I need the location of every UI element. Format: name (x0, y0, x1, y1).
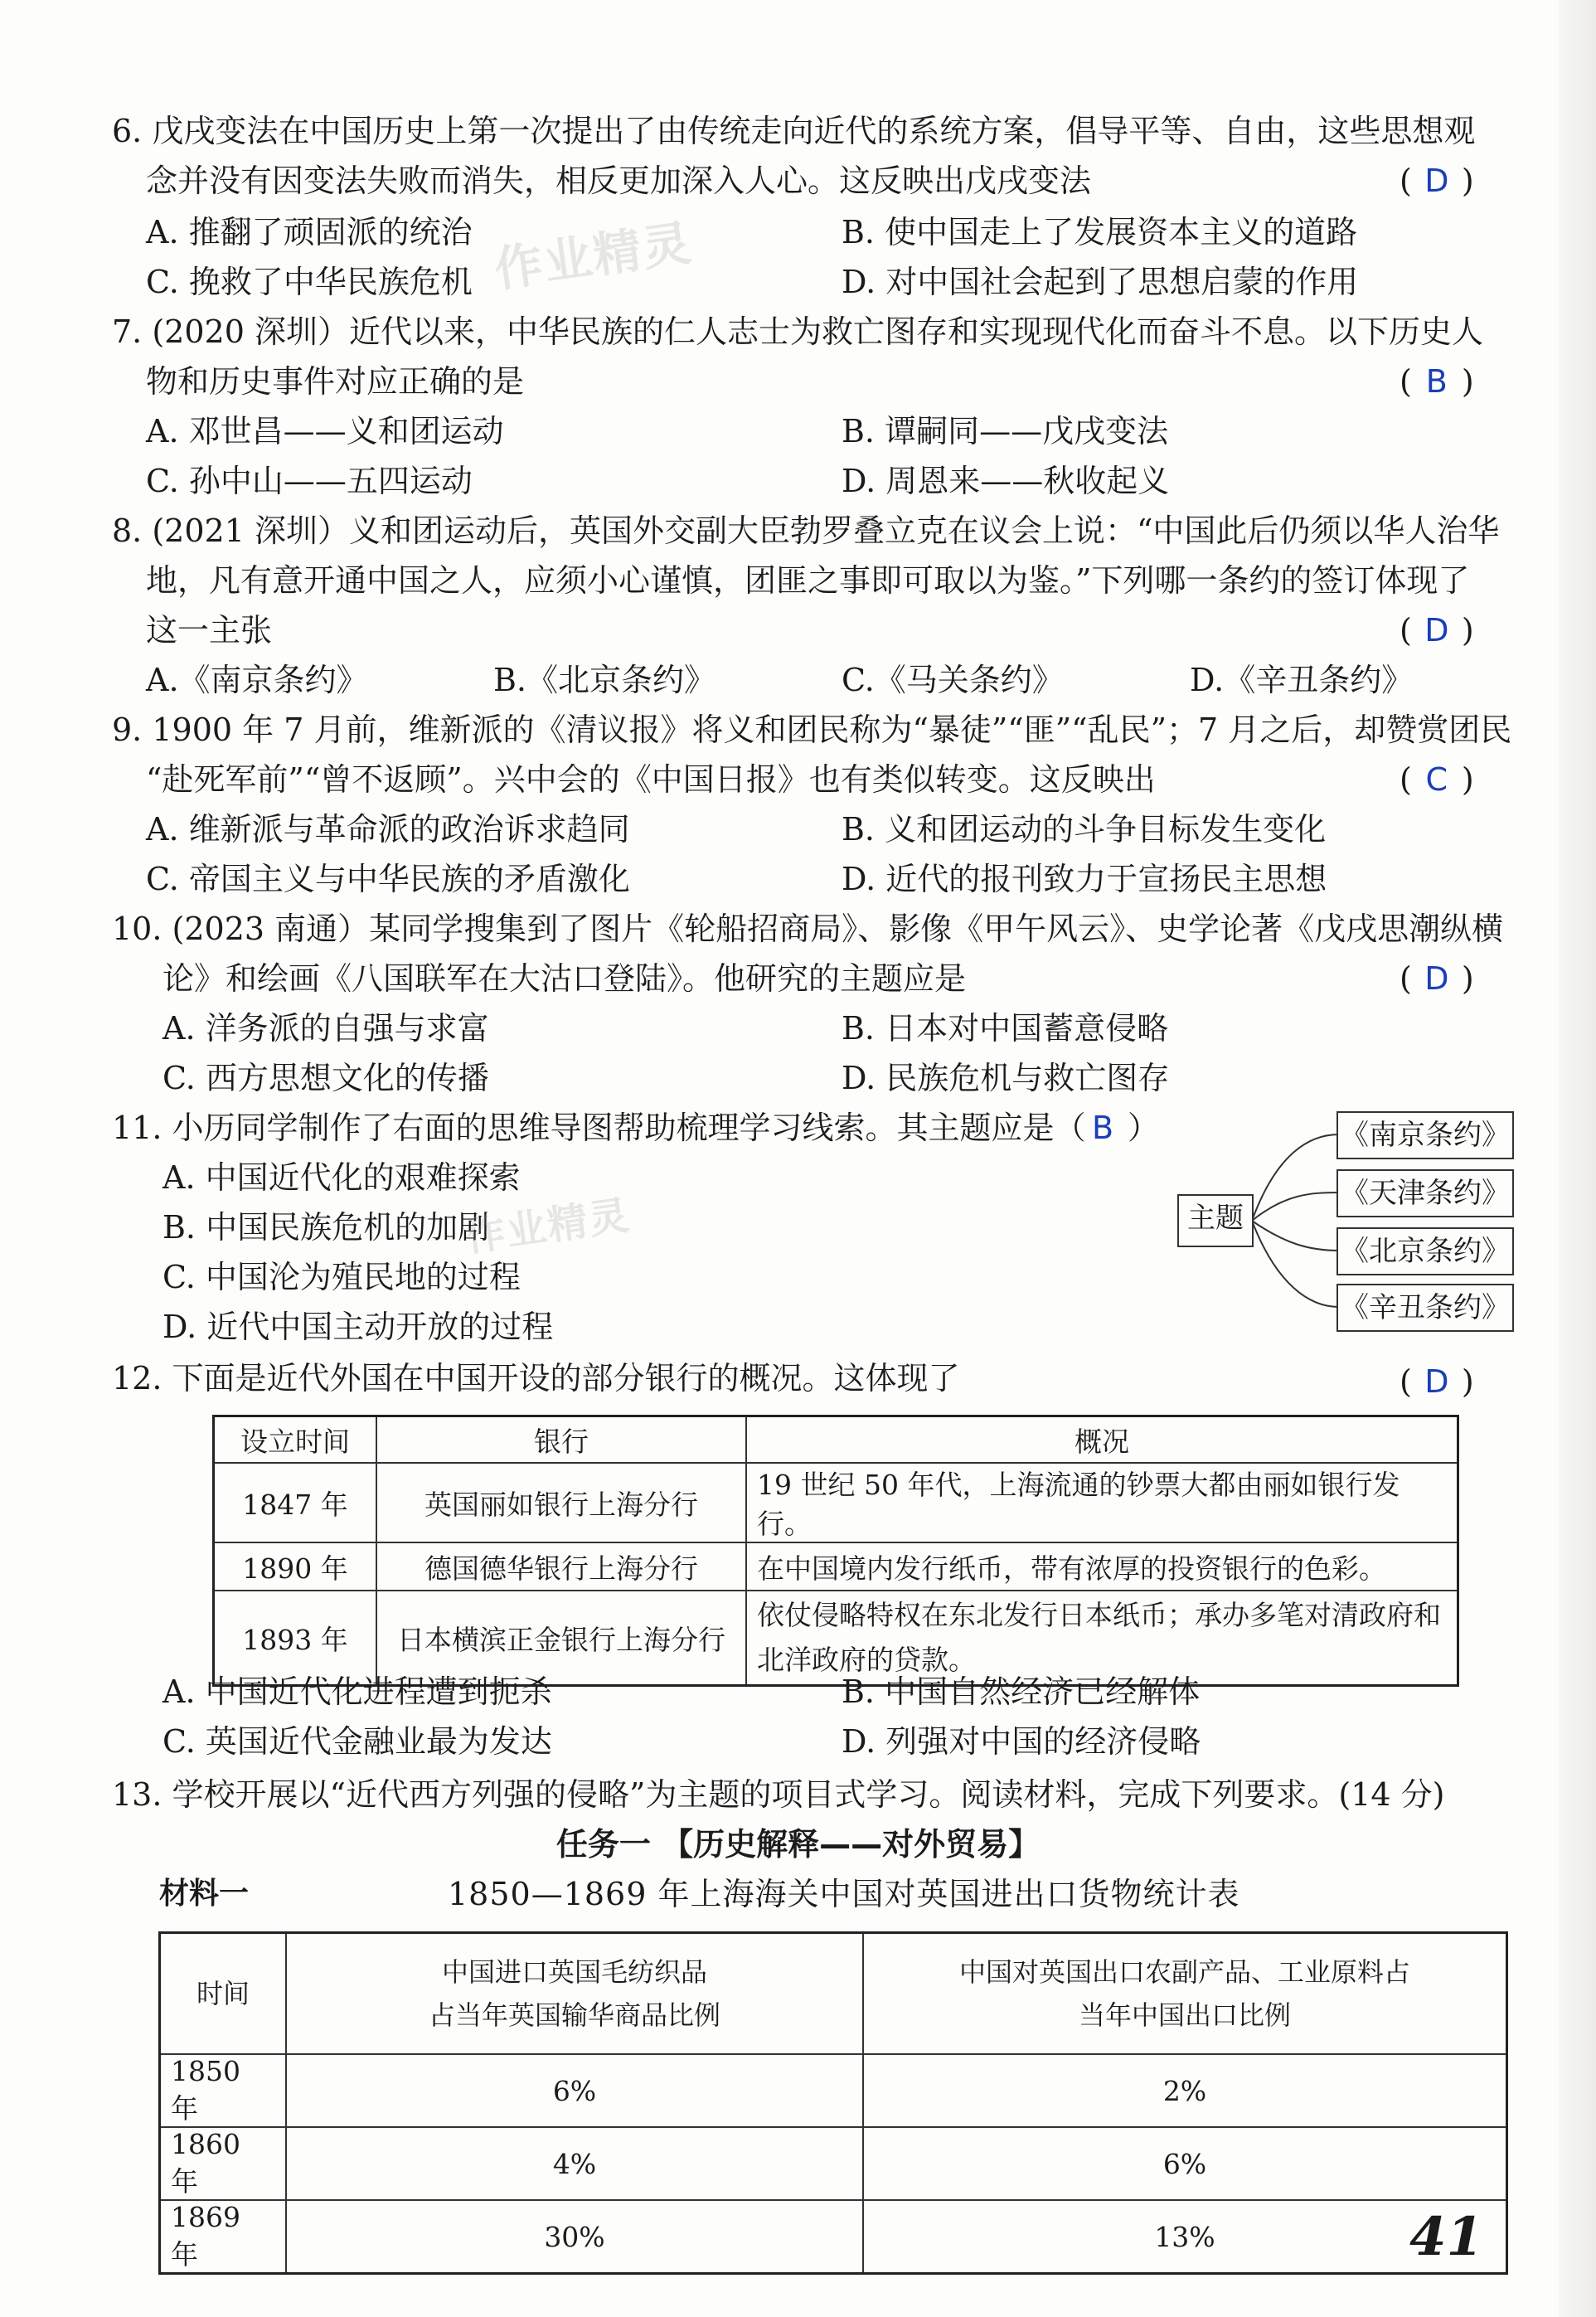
q11-answer-close: ） (1128, 1110, 1160, 1146)
q10-option-a: A. 洋务派的自强与求富 (163, 1010, 489, 1047)
watermark-logo: 作业精灵 (462, 1192, 633, 1261)
q8-option-d: D.《辛丑条约》 (1190, 662, 1414, 698)
q9-stem-line1: 9. 1900 年 7 月前，维新派的《清议报》将义和团民称为“暴徒”“匪”“乱民”；7 月之后，却赞赏团民 (112, 712, 1512, 748)
table-cell: 在中国境内发行纸币，带有浓厚的投资银行的色彩。 (746, 1542, 1458, 1591)
q6-option-c: C. 挽救了中华民族危机 (146, 264, 473, 300)
q11-option-b: B. 中国民族危机的加剧 (163, 1209, 490, 1246)
mindmap-branch-node: 《辛丑条约》 (1336, 1284, 1514, 1332)
table-cell (746, 1591, 1458, 1685)
page-edge-shadow (1559, 0, 1596, 2317)
q8-stem-line1: 8. (2021 深圳）义和团运动后，英国外交副大臣勃罗叠立克在议会上说：“中国此后仍须以华人治华 (112, 512, 1500, 549)
table-header (863, 1933, 1506, 2054)
q10-option-b: B. 日本对中国蓄意侵略 (842, 1010, 1169, 1047)
q6-stem-line2: 念并没有因变法失败而消失，相反更加深入人心。这反映出戊戌变法 (146, 163, 1092, 199)
q8-option-b: B.《北京条约》 (493, 662, 716, 698)
table-cell: 4% (286, 2127, 863, 2200)
q12-answer: ( D ) (1400, 1363, 1474, 1400)
q6-option-b: B. 使中国走上了发展资本主义的道路 (842, 214, 1358, 250)
q9-answer-letter: C (1425, 761, 1448, 798)
table-cell: 日本横滨正金银行上海分行 (376, 1591, 746, 1685)
table-cell: 1847 年 (214, 1463, 376, 1542)
mindmap-connector (1252, 1193, 1339, 1221)
table-cell: 德国德华银行上海分行 (376, 1542, 746, 1591)
bank-table (213, 1416, 1458, 1686)
q10-stem-line2: 论》和绘画《八国联军在大沽口登陆》。他研究的主题应是 (163, 960, 967, 997)
q11-stem-line1: 11. 小历同学制作了右面的思维导图帮助梳理学习线索。其主题应是（ (112, 1110, 1086, 1146)
q7-option-d: D. 周恩来——秋收起义 (842, 463, 1170, 499)
table-row (160, 2127, 1506, 2200)
q6-stem-line1: 6. 戊戌变法在中国历史上第一次提出了由传统走向近代的系统方案，倡导平等、自由，这些思想观 (112, 113, 1476, 149)
table-row (214, 1463, 1458, 1542)
table-cell: 6% (863, 2127, 1506, 2200)
q10-option-d: D. 民族危机与救亡图存 (842, 1060, 1170, 1096)
table-cell-line: 北洋政府的贷款。 (757, 1644, 976, 1676)
q7-option-b: B. 谭嗣同——戊戌变法 (842, 413, 1169, 449)
table-header-row (214, 1416, 1458, 1463)
table-row (160, 2054, 1506, 2127)
q10-answer-letter: D (1424, 960, 1449, 997)
q7-stem-line1: 7. (2020 深圳）近代以来，中华民族的仁人志士为救亡图存和实现现代化而奋斗不息。以下历史人 (112, 313, 1483, 350)
q11-option-a: A. 中国近代化的艰难探索 (163, 1159, 521, 1196)
q12-option-a: A. 中国近代化进程遭到扼杀 (163, 1673, 552, 1710)
table-header: 银行 (376, 1416, 746, 1463)
table-header-line: 中国对英国出口农副产品、工业原料占 (958, 1956, 1410, 1988)
q8-option-c: C.《马关条约》 (842, 662, 1064, 698)
table-header: 概况 (746, 1416, 1458, 1463)
table-cell: 19 世纪 50 年代，上海流通的钞票大都由丽如银行发行。 (746, 1463, 1458, 1542)
material-label: 材料一 (159, 1877, 250, 1911)
table-header (286, 1933, 863, 2054)
q10-option-c: C. 西方思想文化的传播 (163, 1060, 489, 1096)
q9-option-d: D. 近代的报刊致力于宣扬民主思想 (842, 861, 1327, 897)
mindmap-connector (1252, 1221, 1339, 1251)
mindmap-connector (1252, 1134, 1339, 1221)
table-cell: 1869 年 (160, 2200, 286, 2273)
table-header-line: 中国进口英国毛纺织品 (441, 1956, 707, 1988)
table-header: 设立时间 (214, 1416, 376, 1463)
table-cell: 英国丽如银行上海分行 (376, 1463, 746, 1542)
watermark-logo: 作业精灵 (491, 214, 696, 299)
mindmap-branch-node: 《北京条约》 (1336, 1227, 1514, 1275)
table-cell: 13% (863, 2200, 1506, 2273)
table-header-line: 当年中国出口比例 (1078, 1999, 1291, 2031)
q6-answer-letter: D (1424, 163, 1449, 199)
q9-option-a: A. 维新派与革命派的政治诉求趋同 (146, 811, 630, 848)
q12-option-d: D. 列强对中国的经济侵略 (842, 1723, 1201, 1760)
table-row (214, 1591, 1458, 1685)
q13-stem-line1: 13. 学校开展以“近代西方列强的侵略”为主题的项目式学习。阅读材料，完成下列要求。(14 分) (112, 1776, 1445, 1813)
q7-stem-line2: 物和历史事件对应正确的是 (146, 363, 525, 400)
table-cell: 2% (863, 2054, 1506, 2127)
q12-option-c: C. 英国近代金融业最为发达 (163, 1723, 552, 1760)
q9-option-c: C. 帝国主义与中华民族的矛盾激化 (146, 861, 630, 897)
q11-answer-letter: B (1091, 1110, 1114, 1146)
q8-stem-line3: 这一主张 (146, 612, 273, 648)
q12-option-b: B. 中国自然经济已经解体 (842, 1673, 1201, 1710)
q8-option-a: A.《南京条约》 (146, 662, 368, 698)
table-cell: 30% (286, 2200, 863, 2273)
table-cell: 6% (286, 2054, 863, 2127)
table-header: 时间 (160, 1933, 286, 2054)
q10-stem-line1: 10. (2023 南通）某同学搜集到了图片《轮船招商局》、影像《甲午风云》、史学论著《戊戌思潮纵横 (112, 911, 1504, 947)
table-cell: 1850 年 (160, 2054, 286, 2127)
table-cell: 1893 年 (214, 1591, 376, 1685)
q12-stem-line1: 12. 下面是近代外国在中国开设的部分银行的概况。这体现了 (112, 1360, 960, 1397)
q7-option-c: C. 孙中山——五四运动 (146, 463, 473, 499)
q11-option-d: D. 近代中国主动开放的过程 (163, 1309, 554, 1345)
table-cell: 1890 年 (214, 1542, 376, 1591)
mindmap-branch-node: 《南京条约》 (1336, 1111, 1514, 1159)
mindmap-branch-node: 《天津条约》 (1336, 1169, 1514, 1217)
table-row (160, 2200, 1506, 2273)
q8-answer: ( D ) (1400, 612, 1474, 648)
q7-option-a: A. 邓世昌——义和团运动 (146, 413, 504, 449)
q10-answer: ( D ) (1400, 960, 1474, 997)
table-row (214, 1542, 1458, 1591)
q8-answer-letter: D (1424, 612, 1449, 648)
table-cell-line: 依仗侵略特权在东北发行日本纸币；承办多笔对清政府和 (757, 1599, 1441, 1631)
q11-option-c: C. 中国沦为殖民地的过程 (163, 1259, 521, 1295)
q7-answer-letter: B (1425, 363, 1448, 400)
q9-answer: ( C ) (1400, 761, 1474, 798)
table-header-line: 占当年英国输华商品比例 (428, 1999, 720, 2031)
mindmap-connector (1252, 1221, 1339, 1307)
table-cell: 1860 年 (160, 2127, 286, 2200)
q7-answer: ( B ) (1400, 363, 1474, 400)
q9-option-b: B. 义和团运动的斗争目标发生变化 (842, 811, 1327, 848)
q6-option-d: D. 对中国社会起到了思想启蒙的作用 (842, 264, 1359, 300)
q12-answer-letter: D (1424, 1363, 1449, 1400)
q6-option-a: A. 推翻了顽固派的统治 (146, 214, 473, 250)
trade-table (159, 1932, 1507, 2274)
q6-answer: ( D ) (1400, 163, 1474, 199)
material-title: 1850—1869 年上海海关中国对英国进出口货物统计表 (448, 1876, 1240, 1912)
page-number: 41 (1409, 2206, 1484, 2268)
mindmap-center-node: 主题 (1177, 1194, 1254, 1247)
task-title: 任务一 【历史解释——对外贸易】 (555, 1826, 1041, 1863)
q9-stem-line2: “赴死军前”“曾不返顾”。兴中会的《中国日报》也有类似转变。这反映出 (146, 761, 1156, 798)
table-header-row (160, 1933, 1506, 2054)
q8-stem-line2: 地，凡有意开通中国之人，应须小心谨慎，团匪之事即可取以为鉴。”下列哪一条约的签订体现了 (146, 562, 1470, 599)
